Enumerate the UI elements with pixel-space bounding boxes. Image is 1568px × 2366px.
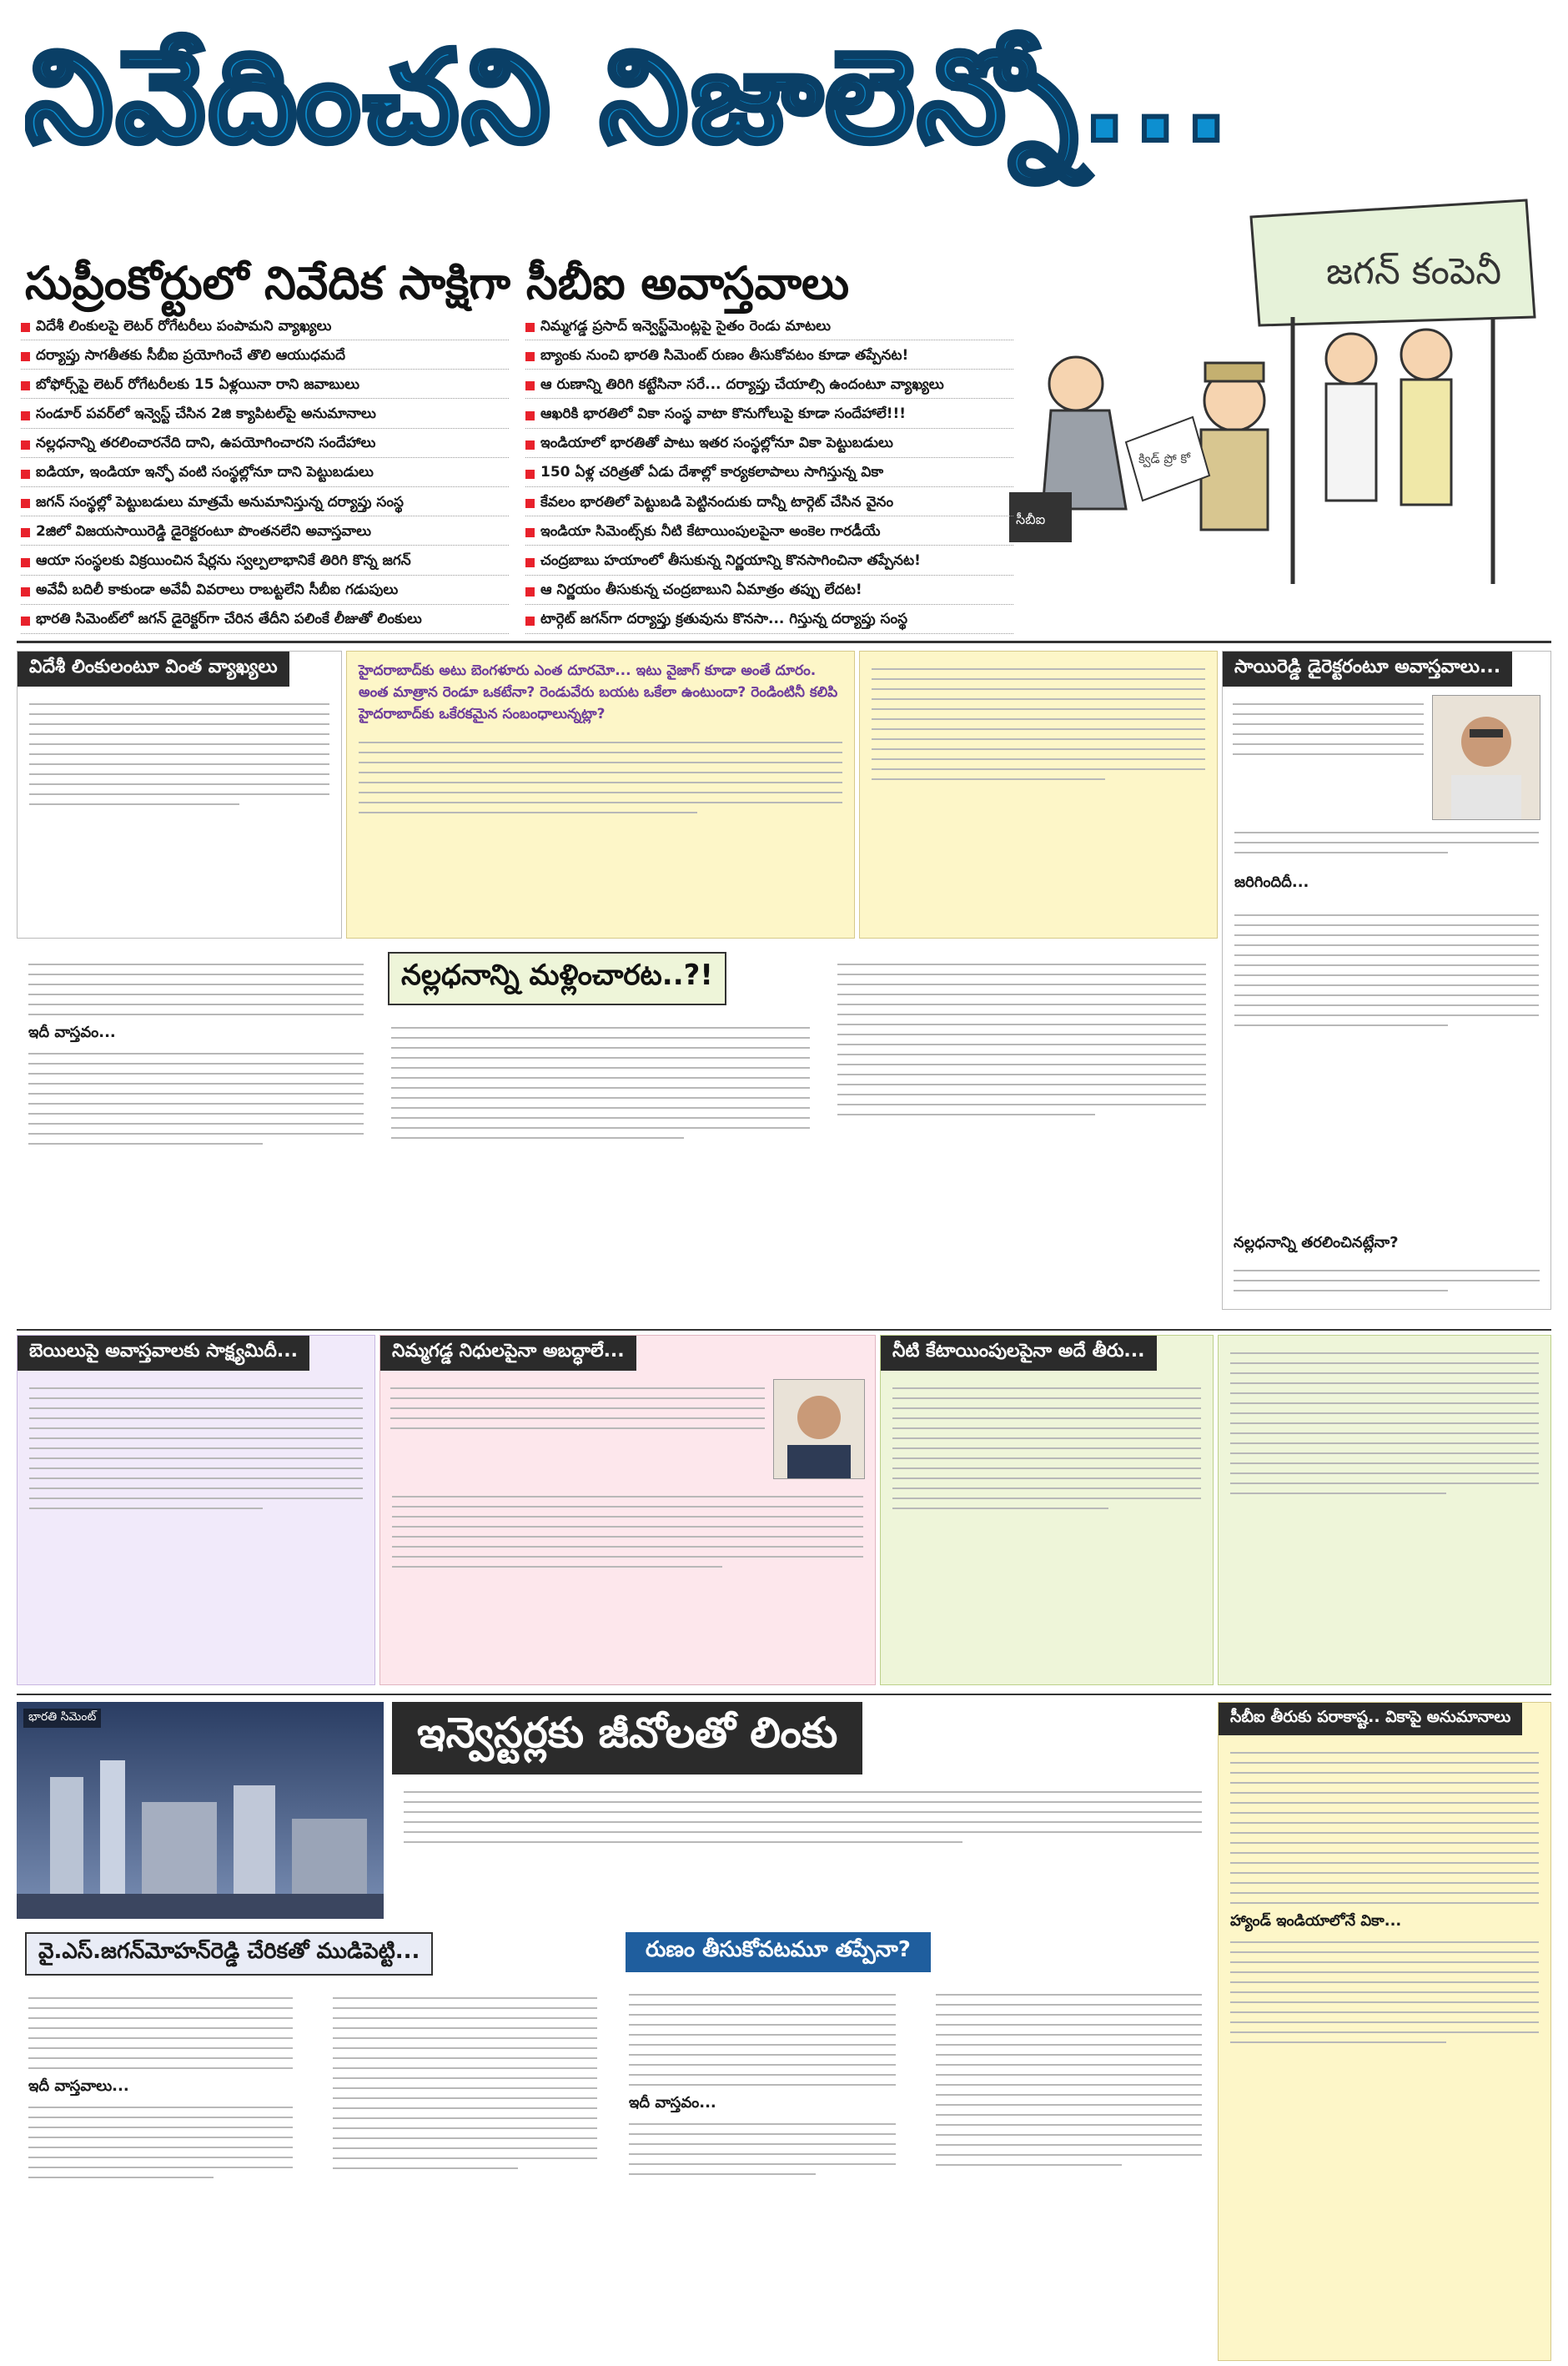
bullet-marker — [525, 499, 535, 508]
bullet-item: జగన్ సంస్థల్లో పెట్టుబడులు మాత్రమే అనుమానిస్తున్న దర్యాప్తు సంస్థ — [21, 491, 509, 516]
section-intro: హైదరాబాద్‌కు అటు బెంగళూరు ఎంత దూరమో... ఇటు వైజాగ్ కూడా అంతే దూరం. అంత మాత్రాన రెండూ ఒకటేనా? రెండువేరు బయట ఒకేలా ఉంటుందా? రెండింటినీ కలిపి హైదరాబాద్‌కు ఒకేరకమైన సంబంధాలున్నట్లా? — [359, 662, 838, 722]
section-title: నీటి కేటాయింపులపైనా అదే తీరు... — [881, 1336, 1157, 1371]
bullet-item: ఆ నిర్ణయం తీసుకున్న చంద్రబాబుని ఏమాత్రం తప్పు లేదట! — [525, 580, 1013, 605]
bullet-item: భారతి సిమెంట్‌లో జగన్ డైరెక్టర్‌గా చేరిన తేదీని పలింకే లీజుతో లింకులు — [21, 609, 509, 634]
section-loan — [617, 1927, 1214, 2361]
section-title: సీబీఐ తీరుకు పరాకాష్ట.. వికాపై అనుమానాలు — [1219, 1703, 1522, 1735]
section-black-money-transfer — [1222, 1231, 1551, 1322]
bullet-marker — [525, 440, 535, 450]
subhead: ఇదీ వాస్తవం... — [629, 2094, 716, 2112]
bullet-item: ఇండియాలో భారతితో పాటు ఇతర సంస్థల్లోనూ వికా పెట్టుబడులు — [525, 433, 1013, 458]
subhead: ఇదీ వాస్తవాలు... — [28, 2077, 129, 2095]
bullet-item: చంద్రబాబు హయాంలో తీసుకున్న నిర్ణయాన్ని కొనసాగించినా తప్పేనట! — [525, 551, 1013, 576]
subhead: హ్యాండ్ ఇండియాలోనే వికా... — [1230, 1912, 1402, 1930]
section-water-continuation — [1218, 1335, 1551, 1685]
bullets-left-column — [21, 315, 509, 634]
cartoon-file-text: క్విడ్ ప్రో కో — [1138, 451, 1190, 466]
bullet-item: విదేశీ లింకులపై లెటర్ రోగేటరీలు పంపామని వ్యాఖ్యలు — [21, 315, 509, 340]
subhead: నల్లధనాన్ని తరలించినట్లేనా? — [1234, 1234, 1399, 1251]
section-saireddy — [1222, 651, 1551, 1310]
section-title: నల్లధనాన్ని మళ్లించారట..?! — [401, 959, 713, 992]
bullet-item: కేవలం భారతిలో పెట్టుబడి పెట్టినందుకు దాన్నీ టార్గెట్ చేసిన వైనం — [525, 491, 1013, 516]
bullet-item: ఆ రుణాన్ని తిరిగి కట్టేసినా సరే... దర్యాప్తు చేయాల్సి ఉందంటూ వ్యాఖ్యలు — [525, 374, 1013, 399]
bullet-item: టార్గెట్ జగన్‌గా దర్యాప్తు క్రతువును కొనసా... గిస్తున్న దర్యాప్తు సంస్థ — [525, 609, 1013, 634]
section-black-money — [379, 947, 822, 1322]
cartoon-briefcase-text: సీబీఐ — [1016, 511, 1046, 527]
bullet-item: బోఫోర్స్‌పై లెటర్ రోగేటరీలకు 15 ఏళ్లయినా రాని జవాబులు — [21, 374, 509, 399]
editorial-cartoon — [993, 192, 1551, 584]
summary-bullets — [21, 315, 1013, 634]
factory-illustration — [17, 1702, 384, 1919]
bullet-marker — [21, 323, 30, 332]
bullet-item: 150 ఏళ్ల చరిత్రతో ఏడు దేశాల్లో కార్యకలాపాలు సాగిస్తున్న వికా — [525, 462, 1013, 487]
bullet-marker — [525, 528, 535, 537]
portrait-photo — [1432, 695, 1540, 820]
section-nimmagadda — [379, 1335, 876, 1685]
bullet-marker — [525, 352, 535, 361]
bullet-item: 2జిలో విజయసాయిరెడ్డి డైరెక్టరంటూ పొంతనలేని అవాస్తవాలు — [21, 521, 509, 546]
section-distance-analogy — [346, 651, 855, 939]
bullet-marker — [21, 440, 30, 450]
bullet-marker — [21, 499, 30, 508]
bullet-marker — [525, 411, 535, 420]
subhead: ఇదీ వాస్తవం... — [28, 1024, 116, 1041]
bullet-item: ఆఖరికి భారతిలో వికా సంస్థ వాటా కొనుగోలుపై కూడా సందేహాలే!!! — [525, 404, 1013, 429]
bullet-item: నిమ్మగడ్డ ప్రసాద్ ఇన్వెస్ట్‌మెంట్లపై సైతం రెండు మాటలు — [525, 315, 1013, 340]
bullet-marker — [525, 617, 535, 626]
bullet-marker — [21, 352, 30, 361]
section-title: సాయిరెడ్డి డైరెక్టరంటూ అవాస్తవాలు... — [1223, 652, 1512, 687]
bullet-marker — [21, 411, 30, 420]
bullets-right-column — [525, 315, 1013, 634]
bullet-item: ఆయా సంస్థలకు విక్రయించిన షేర్లను స్వల్పలాభానికే తిరిగి కొన్న జగన్ — [21, 551, 509, 576]
cartoon-sign-text: జగన్ కంపెనీ — [1326, 250, 1502, 293]
bullet-marker — [525, 381, 535, 390]
bullet-marker — [525, 558, 535, 567]
section-title: ఇన్వెస్టర్లకు జీవోలతో లింకు — [392, 1702, 862, 1774]
bullet-item: ఇండియా సిమెంట్స్‌కు నీటి కేటాయింపులపైనా అంకెల గారడీయే — [525, 521, 1013, 546]
section-divider — [17, 1329, 1551, 1331]
section-foreign-links — [17, 651, 342, 939]
bullet-item: అవేవీ బదిలీ కాకుండా అవేవీ వివరాలు రాబట్టలేని సీబీఐ గడుపులు — [21, 580, 509, 605]
bullet-item: దర్యాప్తు సాగతీతకు సీబీఐ ప్రయోగించే తొలి ఆయుధమదే — [21, 345, 509, 370]
section-divider — [17, 1694, 1551, 1695]
photo-caption: భారతి సిమెంట్ — [23, 1709, 101, 1728]
section-divider — [17, 641, 1551, 643]
bullet-marker — [525, 587, 535, 597]
bullet-item: ఐడియా, ఇండియా ఇన్ఫో వంటి సంస్థల్లోనూ దాని పెట్టుబడులు — [21, 462, 509, 487]
section-jagan-joining — [17, 1927, 609, 2361]
section-title: విదేశీ లింకులంటూ వింత వ్యాఖ్యలు — [18, 652, 289, 687]
bullet-item: బ్యాంకు నుంచి భారతి సిమెంట్ రుణం తీసుకోవటం కూడా తప్పేనట! — [525, 345, 1013, 370]
bullet-marker — [21, 558, 30, 567]
section-title-box — [388, 952, 726, 1005]
section-continuation — [859, 651, 1218, 939]
section-water-allocation — [880, 1335, 1214, 1685]
factory-photo — [17, 1702, 384, 1919]
subhead: జరిగిందిదీ... — [1234, 873, 1309, 891]
bullet-marker — [525, 323, 535, 332]
portrait-photo — [773, 1379, 865, 1479]
bullet-marker — [525, 470, 535, 479]
cartoon-illustration — [993, 192, 1551, 584]
section-title-box — [626, 1932, 931, 1972]
bullet-marker — [21, 587, 30, 597]
bullet-marker — [21, 528, 30, 537]
section-title: వై.ఎస్.జగన్‌మోహన్‌రెడ్డి చేరికతో ముడిపెట్టి... — [38, 1939, 420, 1964]
section-vicat — [1218, 1702, 1551, 2361]
article-column — [17, 947, 375, 1322]
bullet-marker — [21, 470, 30, 479]
section-title: నిమ్మగడ్డ నిధులపైనా అబద్ధాలే... — [380, 1336, 636, 1371]
bullet-marker — [21, 617, 30, 626]
section-investors-gos — [392, 1702, 1214, 1919]
section-title: బెయిలుపై అవాస్తవాలకు సాక్ష్యమిదీ... — [18, 1336, 309, 1371]
page-subheadline: సుప్రీంకోర్టులో నివేదిక సాక్షిగా సీబీఐ అవాస్తవాలు — [25, 257, 850, 310]
section-bail — [17, 1335, 375, 1685]
article-column — [826, 947, 1218, 1322]
page-headline: నివేదించని నిజాలెన్నో... — [25, 25, 1234, 170]
section-title-box — [25, 1932, 433, 1976]
bullet-item: నల్లధనాన్ని తరలించారనేది దాని, ఉపయోగించారని సందేహాలు — [21, 433, 509, 458]
section-title: రుణం తీసుకోవటమూ తప్పేనా? — [646, 1937, 911, 1962]
bullet-item: సండూర్ పవర్‌లో ఇన్వెస్ట్ చేసిన 2జి క్యాపిటల్‌పై అనుమానాలు — [21, 404, 509, 429]
bullet-marker — [21, 381, 30, 390]
